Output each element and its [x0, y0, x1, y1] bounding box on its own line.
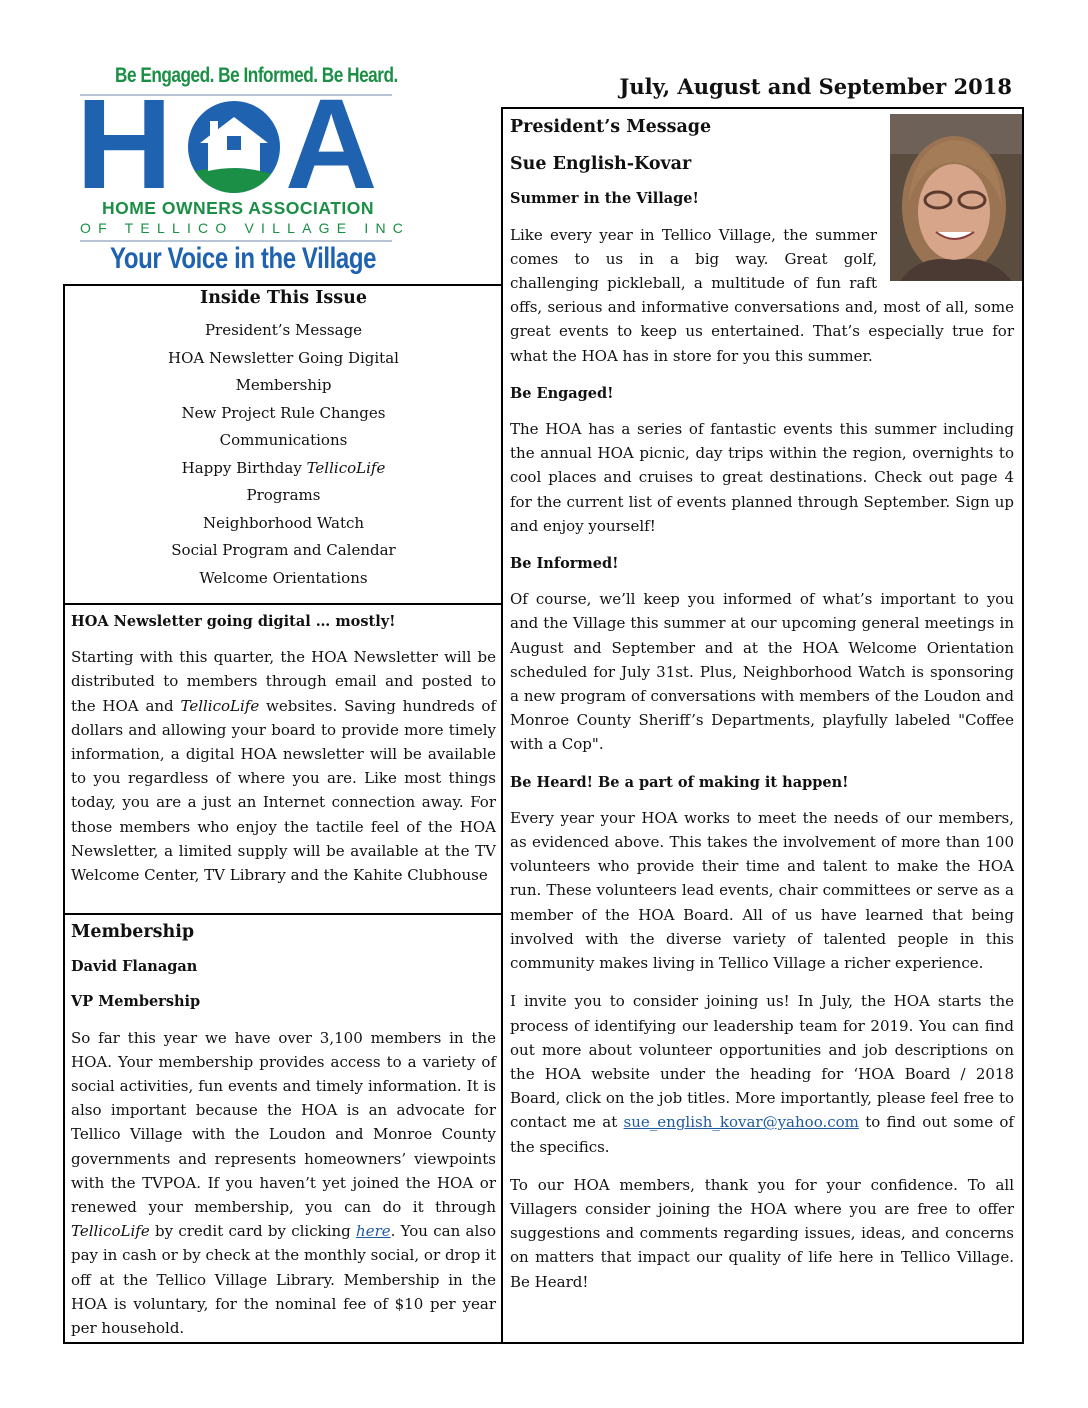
body-text: Starting with this quarter, the HOA Newsletter will be distributed to members through email and posted to the HOA and — [71, 648, 496, 715]
section-divider — [65, 913, 502, 915]
author-name: Sue English-Kovar — [510, 154, 692, 175]
toc-list — [65, 317, 502, 592]
house-circle-icon — [186, 99, 282, 195]
section-body: Of course, we’ll keep you informed of what’s important to you and the Village this summer at our upcoming general meetings in August and September and at the HOA Welcome Orientation scheduled for July 31st. Plus, Neighborhood Watch is sponsoring a new program of conversations with members of the Loudon and Monroe County Sheriff’s Departments, playfully labeled "Coffee with a Cop". — [510, 590, 1014, 754]
toc-item[interactable]: Neighborhood Watch — [202, 513, 365, 532]
payment-link[interactable] — [356, 1222, 391, 1240]
section-heading: HOA Newsletter going digital … mostly! — [71, 613, 396, 630]
section-heading: Membership — [71, 922, 195, 942]
toc-item[interactable] — [65, 455, 502, 483]
section-heading: President’s Message — [510, 117, 712, 137]
toc-item[interactable]: Social Program and Calendar — [171, 541, 396, 559]
logo-tagline: Be Engaged. Be Informed. Be Heard. — [115, 64, 398, 87]
toc-title: Inside This Issue — [200, 288, 367, 308]
body-text: . You can also pay in cash or by check at the monthly social, or drop it off at the Tellico Village Library. Membership in the HOA is voluntary, for the nominal fee of $10 per year per household. — [71, 1222, 496, 1338]
section-divider — [65, 603, 502, 605]
logo-slogan: Your Voice in the Village — [110, 242, 377, 275]
logo-subtitle: OF TELLICO VILLAGE INC — [80, 220, 411, 236]
author-name: David Flanagan — [71, 958, 198, 976]
closing-paragraph: To our HOA members, thank you for your confidence. To all Villagers consider joining the HOA where you are free to offer suggestions and comments regarding issues, ideas, and concerns on matters that impact our quality of life here in Tellico Village. Be Heard! — [510, 1175, 1014, 1291]
presidents-message — [501, 107, 1024, 1344]
left-column — [63, 284, 504, 1344]
logo-letter-h: H — [75, 73, 173, 216]
presidents-message-content — [510, 115, 1014, 1305]
toc-item-italic: TellicoLife — [306, 458, 386, 477]
section-body — [71, 1026, 496, 1341]
author-role: VP Membership — [71, 993, 201, 1011]
toc-item[interactable]: Communications — [219, 431, 348, 449]
newsletter-digital-section — [71, 610, 496, 898]
section-body — [71, 645, 496, 887]
section-body: Like every year in Tellico Village, the summer comes to us in a big way. Great golf, challenging pickleball, a multitude of fun raft offs, serious and informative conversations and, most of all, some great events to keep us entertained. That’s especially true for what the HOA has in store for you this summer. — [510, 225, 1014, 365]
logo-association: HOME OWNERS ASSOCIATION — [101, 198, 375, 218]
email-link[interactable]: sue_english_kovar@yahoo.com — [623, 1113, 859, 1132]
photo-float-spacer — [877, 115, 1014, 283]
body-text: I invite you to consider joining us! In July, the HOA starts the process of identifying our leadership team for 2019. You can find out more about volunteer opportunities and job descriptions on the HOA website under the heading for ‘HOA Board / 2018 Board, click on the job titles. More importantly, please feel free to contact me at — [510, 992, 1014, 1132]
body-italic: TellicoLife — [180, 696, 260, 715]
toc-item-text: Happy Birthday — [181, 458, 307, 477]
toc-item[interactable]: President’s Message — [204, 321, 363, 339]
invite-paragraph — [510, 989, 1014, 1158]
body-text: websites. Saving hundreds of dollars and allowing your board to provide more timely information, a digital HOA newsletter will be available to you regardless of where you are. Like most things today, you are a just an Internet connection away. For those members who enjoy the tactile feel of the HOA Newsletter, a limited supply will be available at the TV Welcome Center, TV Library and the Kahite Clubhouse — [71, 696, 496, 885]
hoa-logo — [75, 64, 411, 280]
logo-letter-a: A — [285, 73, 378, 216]
subheading: Be Engaged! — [510, 384, 614, 402]
toc-item[interactable]: Membership — [235, 376, 332, 394]
toc-item[interactable]: New Project Rule Changes — [181, 403, 386, 422]
subheading: Summer in the Village! — [510, 190, 699, 208]
section-body: Every year your HOA works to meet the needs of our members, as evidenced above. This takes the involvement of more than 100 volunteers who provide their time and talent to make the HOA run. These volunteers lead events, chair committees or serve as a member of the HOA Board. All of us have learned that being involved with the diverse variety of talented people in this community makes living in Tellico Village a richer experience. — [510, 808, 1014, 973]
body-text: to find out some of the specifics. — [510, 1113, 1014, 1156]
body-italic: TellicoLife — [71, 1222, 150, 1241]
body-text: by credit card by clicking — [149, 1222, 357, 1241]
link-text: here — [356, 1222, 391, 1241]
body-text: So far this year we have over 3,100 members in the HOA. Your membership provides access to a variety of social activities, fun events and timely information. It is also important because the HOA is an advocate for Tellico Village with the Loudon and Monroe County governments and represents homeowners’ viewpoints with the TVPOA. If you haven’t yet joined the HOA or renewed your membership, you can do it through — [71, 1028, 496, 1217]
toc-item[interactable]: Programs — [246, 486, 321, 504]
subheading: Be Heard! Be a part of making it happen! — [510, 773, 849, 791]
toc-item[interactable]: Welcome Orientations — [199, 568, 368, 587]
issue-date: July, August and September 2018 — [619, 74, 1012, 99]
subheading: Be Informed! — [510, 555, 619, 573]
toc-item[interactable]: HOA Newsletter Going Digital — [168, 348, 399, 367]
section-body: The HOA has a series of fantastic events this summer including the annual HOA picnic, day trips within the region, overnights to cool places and cruises to great destinations. Check out page 4 for the current list of events planned through September. Sign up and enjoy yourself! — [510, 420, 1014, 535]
membership-section — [71, 920, 496, 1351]
